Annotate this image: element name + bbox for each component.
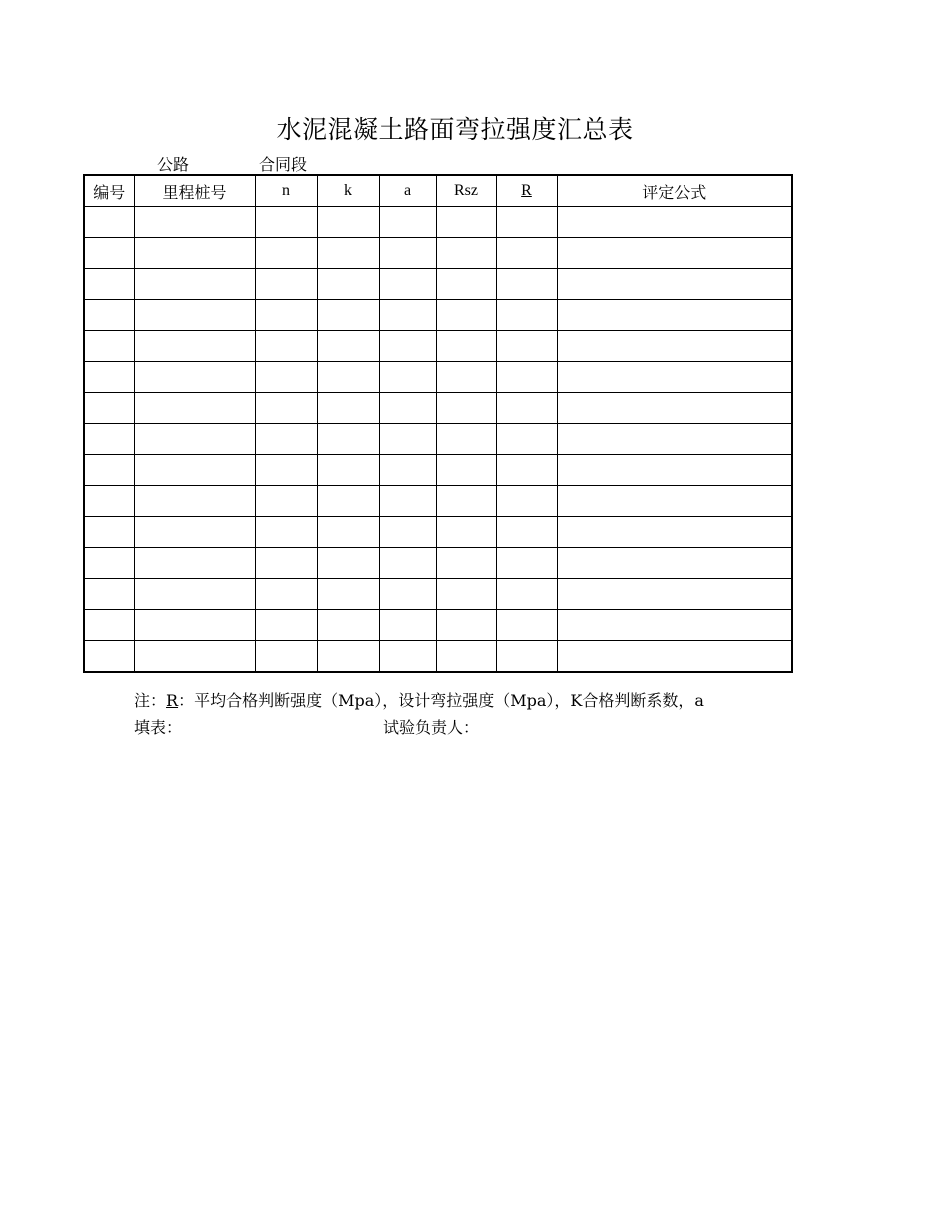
table-cell [436, 269, 496, 300]
table-cell [255, 486, 317, 517]
table-cell [84, 517, 134, 548]
table-cell [84, 393, 134, 424]
table-cell [436, 579, 496, 610]
table-cell [317, 579, 379, 610]
table-cell [317, 331, 379, 362]
table-cell [496, 269, 557, 300]
table-cell [255, 517, 317, 548]
table-cell [84, 610, 134, 641]
table-cell [317, 362, 379, 393]
table-cell [317, 393, 379, 424]
column-header-n: n [255, 175, 317, 207]
table-cell [84, 207, 134, 238]
table-cell [134, 455, 255, 486]
table-cell [379, 517, 436, 548]
table-cell [134, 300, 255, 331]
table-row [84, 238, 792, 269]
table-cell [379, 486, 436, 517]
table-cell [84, 269, 134, 300]
table-cell [557, 393, 792, 424]
table-cell [134, 393, 255, 424]
tester-label: 试验负责人： [383, 718, 480, 737]
table-cell [436, 424, 496, 455]
table-cell [379, 300, 436, 331]
table-cell [255, 300, 317, 331]
note-text: ：平均合格判断强度（Mpa），设计弯拉强度（Mpa），K合格判断系数，a [178, 691, 704, 710]
table-cell [379, 455, 436, 486]
table-cell [557, 610, 792, 641]
table-cell [496, 238, 557, 269]
table-cell [317, 517, 379, 548]
table-body [84, 207, 792, 673]
table-row [84, 610, 792, 641]
table-cell [84, 548, 134, 579]
column-header-number: 编号 [84, 175, 134, 207]
table-row [84, 331, 792, 362]
column-header-formula: 评定公式 [557, 175, 792, 207]
table-cell [496, 393, 557, 424]
table-cell [436, 362, 496, 393]
column-header-r: R [496, 175, 557, 207]
contract-section-label: 合同段 [259, 155, 308, 174]
table-row [84, 207, 792, 238]
table-cell [557, 548, 792, 579]
road-label: 公路 [157, 155, 190, 174]
table-row [84, 300, 792, 331]
table-cell [436, 486, 496, 517]
table-cell [134, 517, 255, 548]
table-cell [255, 610, 317, 641]
filler-label: 填表： [134, 718, 183, 737]
table-cell [557, 238, 792, 269]
table-cell [496, 300, 557, 331]
table-cell [134, 238, 255, 269]
table-cell [84, 331, 134, 362]
table-cell [379, 269, 436, 300]
table-cell [317, 269, 379, 300]
table-cell [496, 207, 557, 238]
table-cell [436, 207, 496, 238]
table-cell [84, 641, 134, 673]
table-cell [134, 362, 255, 393]
table-cell [557, 517, 792, 548]
table-cell [436, 393, 496, 424]
table-cell [379, 331, 436, 362]
table-cell [496, 362, 557, 393]
table-row [84, 548, 792, 579]
table-cell [134, 610, 255, 641]
table-cell [84, 579, 134, 610]
table-cell [496, 455, 557, 486]
table-header-row [84, 175, 792, 207]
table-cell [317, 610, 379, 641]
table-cell [496, 486, 557, 517]
table-cell [255, 455, 317, 486]
table-cell [134, 424, 255, 455]
table-cell [255, 362, 317, 393]
table-cell [255, 641, 317, 673]
table-row [84, 269, 792, 300]
table-cell [557, 207, 792, 238]
table-cell [379, 579, 436, 610]
table-cell [436, 548, 496, 579]
table-cell [317, 455, 379, 486]
table-row [84, 393, 792, 424]
table-cell [379, 393, 436, 424]
table-cell [255, 269, 317, 300]
table-row [84, 362, 792, 393]
table-cell [436, 331, 496, 362]
table-cell [134, 331, 255, 362]
table-cell [255, 579, 317, 610]
table-cell [134, 579, 255, 610]
table-cell [379, 207, 436, 238]
table-cell [134, 548, 255, 579]
table-cell [379, 548, 436, 579]
table-cell [134, 486, 255, 517]
table-cell [496, 610, 557, 641]
table-cell [134, 641, 255, 673]
table-cell [379, 424, 436, 455]
table-cell [557, 269, 792, 300]
table-cell [379, 610, 436, 641]
table-cell [255, 238, 317, 269]
table-cell [436, 517, 496, 548]
table-cell [84, 362, 134, 393]
table-cell [496, 641, 557, 673]
table-cell [317, 238, 379, 269]
table-cell [317, 486, 379, 517]
table-cell [557, 579, 792, 610]
table-cell [84, 300, 134, 331]
table-cell [255, 331, 317, 362]
table-cell [84, 486, 134, 517]
table-cell [557, 455, 792, 486]
note-symbol: R [166, 691, 179, 710]
summary-table [83, 174, 793, 673]
table-cell [557, 486, 792, 517]
table-cell [84, 238, 134, 269]
table-cell [436, 455, 496, 486]
table-cell [317, 207, 379, 238]
table-cell [134, 207, 255, 238]
table-cell [496, 424, 557, 455]
table-cell [134, 269, 255, 300]
table-cell [379, 238, 436, 269]
table-cell [496, 517, 557, 548]
table-cell [436, 300, 496, 331]
table-cell [255, 424, 317, 455]
note-prefix: 注： [134, 691, 167, 710]
table-row [84, 486, 792, 517]
table-cell [496, 579, 557, 610]
table-cell [557, 641, 792, 673]
table-row [84, 517, 792, 548]
column-header-k: k [317, 175, 379, 207]
table-cell [379, 362, 436, 393]
table-cell [557, 300, 792, 331]
table-cell [557, 331, 792, 362]
table-cell [255, 548, 317, 579]
table-cell [557, 362, 792, 393]
table-cell [436, 641, 496, 673]
column-header-a: a [379, 175, 436, 207]
table-row [84, 641, 792, 673]
table-cell [317, 641, 379, 673]
table-cell [84, 424, 134, 455]
column-header-station: 里程桩号 [134, 175, 255, 207]
table-cell [436, 610, 496, 641]
page-title: 水泥混凝土路面弯拉强度汇总表 [276, 115, 634, 144]
table-cell [436, 238, 496, 269]
table-cell [255, 393, 317, 424]
table-row [84, 424, 792, 455]
table-row [84, 455, 792, 486]
table-cell [496, 331, 557, 362]
table-cell [255, 207, 317, 238]
table-cell [496, 548, 557, 579]
table-cell [557, 424, 792, 455]
footnote [134, 688, 704, 711]
table-cell [379, 641, 436, 673]
table-cell [84, 455, 134, 486]
table-cell [317, 300, 379, 331]
table-cell [317, 424, 379, 455]
table-row [84, 579, 792, 610]
column-header-rsz: Rsz [436, 175, 496, 207]
table-cell [317, 548, 379, 579]
